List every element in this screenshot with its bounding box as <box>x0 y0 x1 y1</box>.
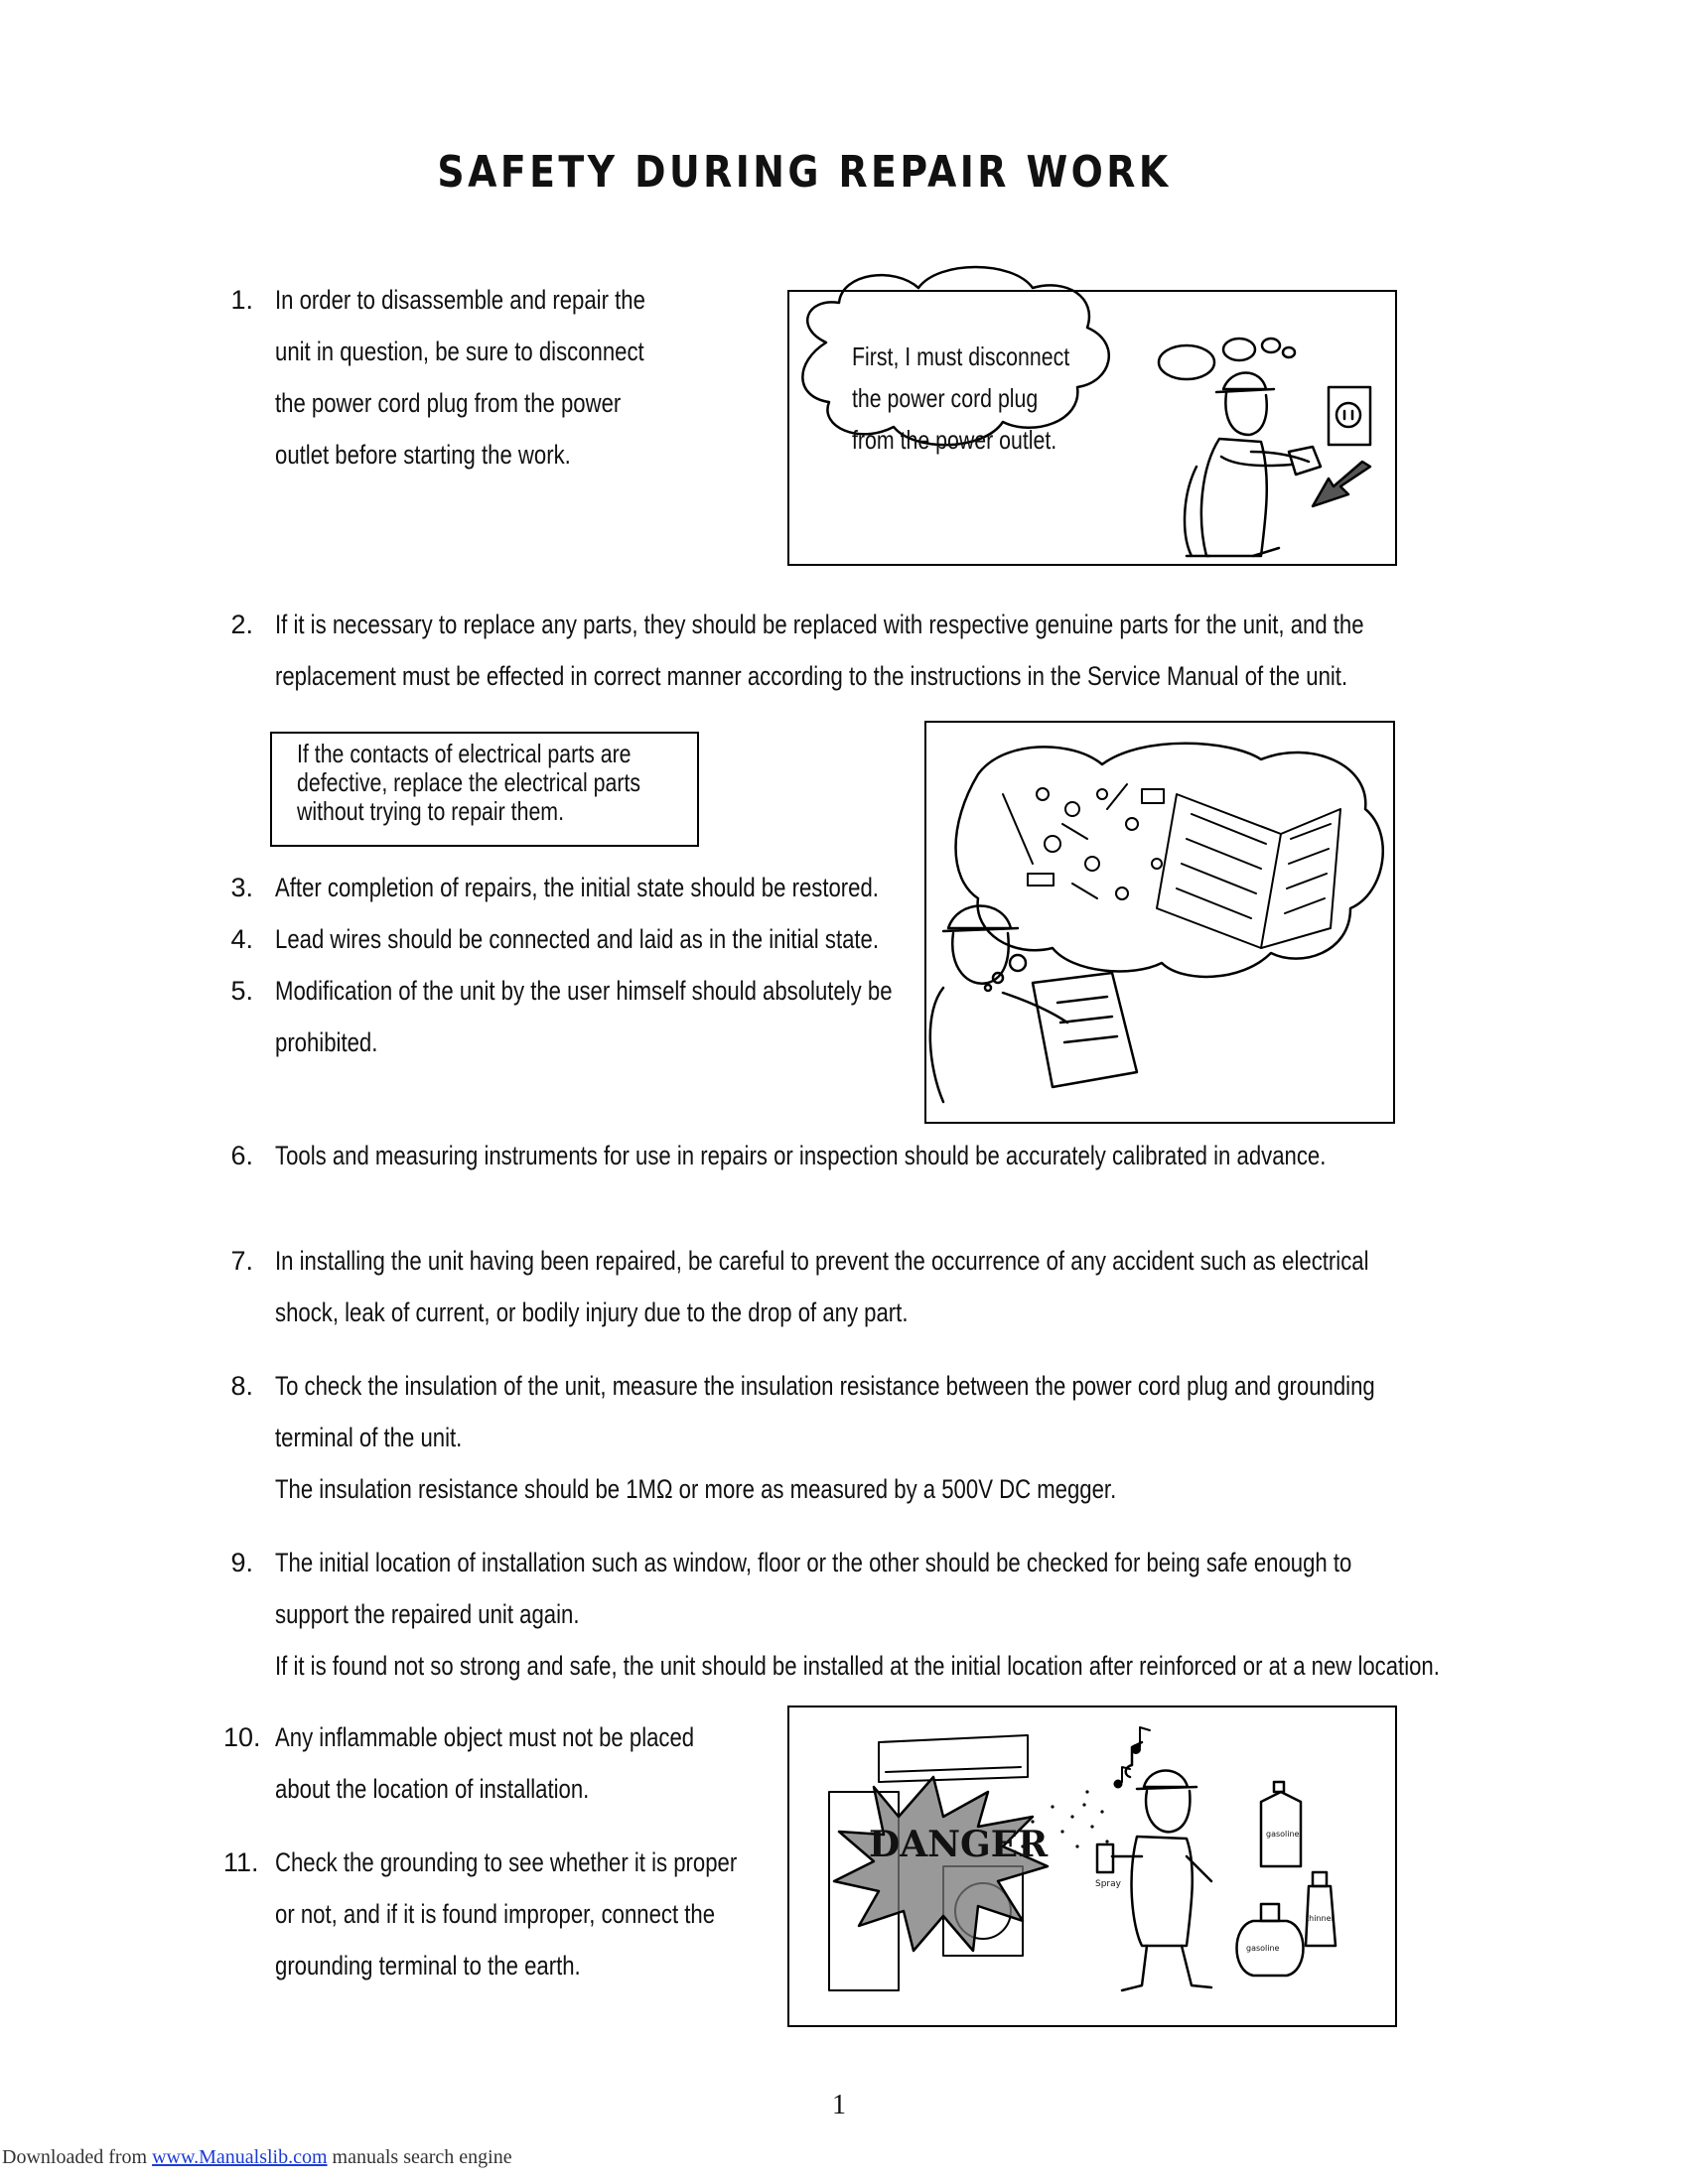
technician-reading <box>930 906 1137 1103</box>
item-text: The initial location of installation such as window, floor or the other should be checked for being safe enough to support the repaired unit again. If it is found not so strong and safe, the unit should be installed at the initial location after reinforced or at a new location. <box>275 1548 1440 1681</box>
container-label: gasoline <box>1266 1830 1300 1839</box>
page-title: SAFETY DURING REPAIR WORK <box>437 147 1172 198</box>
item-text: Modification of the unit by the user himself should absolutely be prohibited. <box>275 976 893 1057</box>
item-number: 6. <box>230 1141 253 1170</box>
item-number: 9. <box>230 1548 253 1577</box>
item-text: In installing the unit having been repaired, be careful to prevent the occurrence of any accident such as electrical shock, leak of current, or bodily injury due to the drop of any part. <box>275 1246 1369 1327</box>
footer: Downloaded from www.Manualslib.com manuals search engine <box>2 2146 512 2168</box>
item-text: If it is necessary to replace any parts, they should be replaced with respective genuine parts for the unit, and the replacement must be effected in correct manner according to the instructions in the Service Manual of the unit. <box>275 610 1364 691</box>
item-number: 1. <box>230 285 253 315</box>
spray-label: Spray <box>1095 1879 1121 1889</box>
thinner-bottle-sketch <box>1306 1872 1336 1946</box>
item-text: Check the grounding to see whether it is proper or not, and if it is found improper, connect the grounding terminal to the earth. <box>275 1847 738 1980</box>
item-text: To check the insulation of the unit, measure the insulation resistance between the power cord plug and grounding terminal of the unit. The insulation resistance should be 1MΩ or more as measured by a 500V DC megger. <box>275 1371 1375 1504</box>
container-label: gasoline <box>1246 1944 1280 1953</box>
technician-figure <box>1185 373 1321 557</box>
item-number: 11. <box>223 1847 259 1877</box>
wall-outlet-icon <box>1329 387 1370 445</box>
gasoline-can-sketch <box>1261 1782 1301 1866</box>
manual-sketch <box>1157 794 1340 948</box>
item-number: 10. <box>223 1722 261 1752</box>
item-number: 2. <box>230 610 253 639</box>
item-text: Tools and measuring instruments for use in repairs or inspection should be accurately calibrated in advance. <box>275 1141 1327 1170</box>
note-line: If the contacts of electrical parts are <box>297 739 632 768</box>
item-number: 5. <box>230 976 253 1006</box>
item-number: 4. <box>230 924 253 954</box>
item-text: After completion of repairs, the initial state should be restored. <box>275 873 879 902</box>
container-label: thinner <box>1306 1914 1335 1923</box>
bubble-text: First, I must disconnect the power cord plug from the power outlet. <box>852 341 1070 455</box>
note-line: without trying to repair them. <box>297 796 564 826</box>
item-number: 3. <box>230 873 253 902</box>
man-spraying <box>1097 1742 1211 1990</box>
arrow-icon <box>1313 462 1370 506</box>
item-text: In order to disassemble and repair the unit in question, be sure to disconnect the power cord plug from the power outlet before starting the work. <box>275 285 645 470</box>
item-text: Any inflammable object must not be placed about the location of installation. <box>275 1722 695 1804</box>
page-number: 1 <box>832 2090 846 2120</box>
thought-cloud <box>956 744 1383 991</box>
danger-label: DANGER <box>869 1824 1049 1865</box>
parts-sketch <box>1003 784 1164 899</box>
item-text: Lead wires should be connected and laid as in the initial state. <box>275 924 880 954</box>
item-number: 8. <box>230 1371 253 1401</box>
gasoline-bottle-sketch <box>1237 1904 1304 1976</box>
manualslib-link[interactable]: www.Manualslib.com <box>152 2146 328 2168</box>
note-line: defective, replace the electrical parts <box>297 767 641 797</box>
item-number: 7. <box>230 1246 253 1276</box>
